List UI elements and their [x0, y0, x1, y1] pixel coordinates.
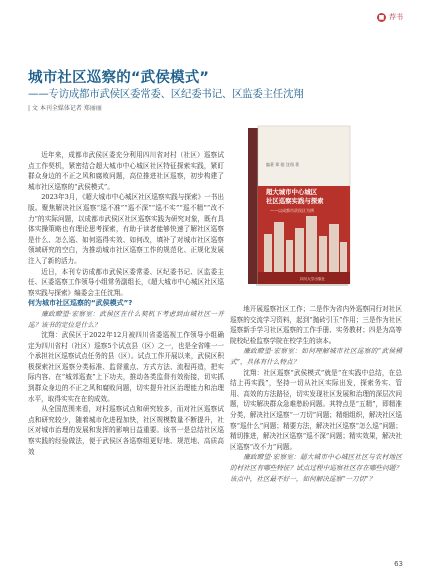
- cover-title-2: 社区巡察实践与探索: [266, 197, 324, 205]
- answer-paragraph: 从全国范围来看，对村巡察试点和研究较多，而对社区巡察试点和研究较少，随着城市化进程加快，社区规模数量不断提升，社区对城市治理的发展和发挥的影响日益重要。该书一是总结社区巡察实践的经验做法，便于武侯区各巡察组更好地、规范地、高质高效: [28, 405, 224, 456]
- right-column: [230, 304, 402, 484]
- byline: | 文 本刊全媒体记者 郑丽丽: [28, 105, 102, 112]
- cover-series: ——以成都市武侯区为例: [270, 208, 314, 213]
- intro-paragraph: 近年来，成都市武侯区委充分利用四川省对村（社区）巡察试点工作契机，紧密结合超大城市中心城区社区特征探索实践，紧盯群众身边的不正之风和腐败问题，高位推进社区巡察，初步构建了城市社区巡察的“武侯模式”。: [28, 151, 224, 191]
- section-tag: [377, 12, 403, 22]
- section-label: 荐书: [389, 13, 403, 21]
- interview-question: 廉政瞭望·宏察室：超大城市中心城区社区与农村地区的村社区有哪些特征？试点过程中巡察社区存在哪些问题？该点中，社区最不好一，如何解决巡察“一刀切”？: [230, 453, 402, 483]
- intro-paragraph: 近日，本刊专访成都市武侯区委常委、区纪委书记、区监委主任、区委巡察工作领导小组常务副组长，《超大城市中心城区社区巡察实践与探索》编委会主任沈翔。: [28, 267, 224, 297]
- book-cover-image: [244, 124, 394, 290]
- section-heading: 何为城市社区巡察的“武侯模式”?: [28, 299, 133, 308]
- cover-publisher: 四川大学出版社: [300, 277, 326, 281]
- page-number: 63: [394, 560, 403, 568]
- intro-paragraph: 2023年3月，《超大城市中心城区社区巡察实践与探索》一书出版。聚焦解决社区巡察“巡不准”“巡不深”“巡不实”“巡不精”“改不力”的实际问题，以成都市武侯区社区巡察实践为研究对象，既有具体实操策略也有理论思考探索，有助于读者能够快速了解社区巡察是什么、怎么巡、如何巡得实效、如何改，填补了对城市社区巡察领域研究的空白，为推动城市社区巡察工作的规范化、正规化发展注入了新的活力。: [28, 193, 224, 265]
- article-title: 城市社区巡察的“武侯模式”: [28, 70, 210, 86]
- interview-question: 廉政瞭望·宏察室：如何理解城市社区巡察的“武侯模式”，具体有什么特点？: [230, 347, 402, 366]
- interview-question: 廉政瞭望·宏察室：武侯区在什么契机下考虑到由城社区一并巡？该书的定位是什么？: [28, 309, 224, 329]
- article-subtitle: ——专访成都市武侯区委常委、区纪委书记、区监委主任沈翔: [28, 88, 304, 100]
- right-paragraph: 地开展巡察社区工作；二是作为省内外巡察同行对社区巡察的交流学习资料，起到“抛砖引玉”作用；三是作为社区巡察新手学习社区巡察的工作手册、实务教材；四是为高等院校纪检监察学院在校学生的读本。: [230, 305, 402, 345]
- book-icon: ■: [378, 13, 385, 21]
- answer-paragraph: 沈翔：武侯区于2022年12月被四川省委巡视工作领导小组确定为四川省村（社区）巡察5个试点县（区）之一，也是全省唯一一个承担社区巡察试点任务的县（区）。试点工作开展以来，武侯区积极探索社区巡察分类标准、监督重点、方式方法、流程再造，把实际内容、在“城郊巡查”上下功夫，推动各类监督有效衔接，切实抓到群众身边的不正之风和腐败问题，切实提升社区治理能力和治理水平，取得实实在在的成效。: [28, 331, 224, 403]
- right-paragraph: 沈翔：社区巡察“武侯模式”就是“在实践中总结，在总结上再实践”，坚持一切从社区实际出发，探索务实、管用、高效的方法路径，切实发现社区发展和治理的深层次问题，切实解决群众急难愁盼问题。其特点是“五精”，即精准分类，解决社区巡察“一刀切”问题；精细组织，解决社区巡察“巡什么”问题；精要方法，解决社区巡察“怎么巡”问题；精切推进，解决社区巡察“巡不深”问题；精实效果，解决社区巡察“改不力”问题。: [230, 368, 402, 451]
- cover-title-1: 超大城市中心城区: [266, 188, 318, 196]
- intro-column: [28, 150, 224, 457]
- cover-author: 编著 郑 骏 沈翔 著: [266, 162, 300, 167]
